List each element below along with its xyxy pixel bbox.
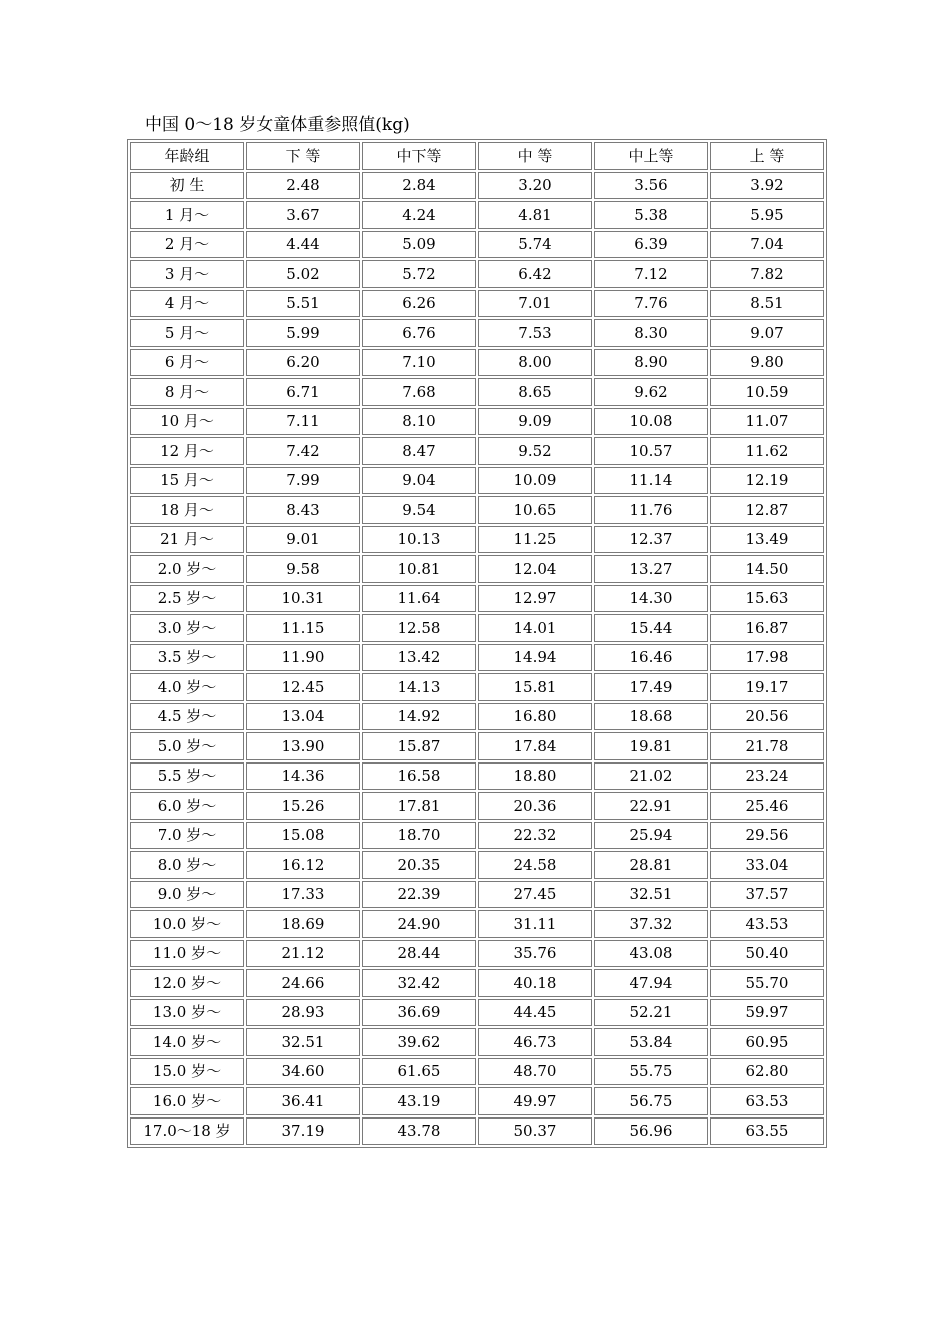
lower-middle-value-cell: 2.84 <box>362 172 476 200</box>
middle-value-cell: 10.65 <box>478 496 592 524</box>
middle-value-cell: 22.32 <box>478 822 592 850</box>
table-title: 中国 0～18 岁女童体重参照值(kg) <box>145 115 410 135</box>
middle-value-cell: 40.18 <box>478 969 592 997</box>
low-value-cell: 16.12 <box>246 851 360 879</box>
middle-value-cell: 48.70 <box>478 1058 592 1086</box>
upper-middle-value-cell: 16.46 <box>594 644 708 672</box>
lower-middle-value-cell: 17.81 <box>362 792 476 820</box>
header-cell-lower-middle: 中下等 <box>362 142 476 170</box>
high-value-cell: 12.87 <box>710 496 824 524</box>
middle-value-cell: 15.81 <box>478 673 592 701</box>
lower-middle-value-cell: 36.69 <box>362 999 476 1027</box>
high-value-cell: 37.57 <box>710 881 824 909</box>
header-cell-age-group: 年龄组 <box>130 142 244 170</box>
age-group-cell: 1 月～ <box>130 201 244 229</box>
age-group-cell: 5.5 岁～ <box>130 762 244 791</box>
age-group-cell: 10.0 岁～ <box>130 910 244 938</box>
middle-value-cell: 11.25 <box>478 526 592 554</box>
low-value-cell: 36.41 <box>246 1087 360 1115</box>
high-value-cell: 29.56 <box>710 822 824 850</box>
upper-middle-value-cell: 28.81 <box>594 851 708 879</box>
lower-middle-value-cell: 5.09 <box>362 231 476 259</box>
age-group-cell: 3.0 岁～ <box>130 614 244 642</box>
weight-reference-table <box>127 139 827 1148</box>
upper-middle-value-cell: 32.51 <box>594 881 708 909</box>
high-value-cell: 15.63 <box>710 585 824 613</box>
table-row <box>130 792 824 820</box>
high-value-cell: 50.40 <box>710 940 824 968</box>
low-value-cell: 28.93 <box>246 999 360 1027</box>
lower-middle-value-cell: 10.13 <box>362 526 476 554</box>
middle-value-cell: 9.09 <box>478 408 592 436</box>
header-cell-high: 上 等 <box>710 142 824 170</box>
lower-middle-value-cell: 4.24 <box>362 201 476 229</box>
low-value-cell: 13.90 <box>246 732 360 760</box>
age-group-cell: 8.0 岁～ <box>130 851 244 879</box>
high-value-cell: 55.70 <box>710 969 824 997</box>
high-value-cell: 25.46 <box>710 792 824 820</box>
table-row <box>130 496 824 524</box>
lower-middle-value-cell: 14.13 <box>362 673 476 701</box>
low-value-cell: 15.08 <box>246 822 360 850</box>
low-value-cell: 3.67 <box>246 201 360 229</box>
lower-middle-value-cell: 9.54 <box>362 496 476 524</box>
upper-middle-value-cell: 37.32 <box>594 910 708 938</box>
lower-middle-value-cell: 5.72 <box>362 260 476 288</box>
middle-value-cell: 9.52 <box>478 437 592 465</box>
high-value-cell: 19.17 <box>710 673 824 701</box>
low-value-cell: 6.71 <box>246 378 360 406</box>
low-value-cell: 7.99 <box>246 467 360 495</box>
high-value-cell: 9.07 <box>710 319 824 347</box>
lower-middle-value-cell: 13.42 <box>362 644 476 672</box>
low-value-cell: 37.19 <box>246 1117 360 1146</box>
age-group-cell: 3.5 岁～ <box>130 644 244 672</box>
low-value-cell: 24.66 <box>246 969 360 997</box>
table-row <box>130 260 824 288</box>
table-row <box>130 231 824 259</box>
low-value-cell: 7.42 <box>246 437 360 465</box>
lower-middle-value-cell: 61.65 <box>362 1058 476 1086</box>
upper-middle-value-cell: 52.21 <box>594 999 708 1027</box>
low-value-cell: 13.04 <box>246 703 360 731</box>
age-group-cell: 18 月～ <box>130 496 244 524</box>
lower-middle-value-cell: 43.19 <box>362 1087 476 1115</box>
table-row <box>130 437 824 465</box>
table-row <box>130 940 824 968</box>
lower-middle-value-cell: 32.42 <box>362 969 476 997</box>
high-value-cell: 23.24 <box>710 762 824 791</box>
table-row <box>130 851 824 879</box>
table-row <box>130 378 824 406</box>
low-value-cell: 32.51 <box>246 1028 360 1056</box>
table-row <box>130 1117 824 1146</box>
table-row <box>130 172 824 200</box>
middle-value-cell: 14.94 <box>478 644 592 672</box>
lower-middle-value-cell: 9.04 <box>362 467 476 495</box>
age-group-cell: 初 生 <box>130 172 244 200</box>
low-value-cell: 8.43 <box>246 496 360 524</box>
middle-value-cell: 7.53 <box>478 319 592 347</box>
upper-middle-value-cell: 17.49 <box>594 673 708 701</box>
table-row <box>130 1028 824 1056</box>
upper-middle-value-cell: 7.12 <box>594 260 708 288</box>
middle-value-cell: 7.01 <box>478 290 592 318</box>
high-value-cell: 16.87 <box>710 614 824 642</box>
low-value-cell: 6.20 <box>246 349 360 377</box>
high-value-cell: 63.55 <box>710 1117 824 1146</box>
high-value-cell: 59.97 <box>710 999 824 1027</box>
table-row <box>130 408 824 436</box>
lower-middle-value-cell: 6.76 <box>362 319 476 347</box>
age-group-cell: 4.0 岁～ <box>130 673 244 701</box>
lower-middle-value-cell: 18.70 <box>362 822 476 850</box>
upper-middle-value-cell: 21.02 <box>594 762 708 791</box>
middle-value-cell: 20.36 <box>478 792 592 820</box>
table-row <box>130 673 824 701</box>
upper-middle-value-cell: 53.84 <box>594 1028 708 1056</box>
middle-value-cell: 16.80 <box>478 703 592 731</box>
low-value-cell: 14.36 <box>246 762 360 791</box>
table-row <box>130 969 824 997</box>
lower-middle-value-cell: 7.68 <box>362 378 476 406</box>
age-group-cell: 6 月～ <box>130 349 244 377</box>
upper-middle-value-cell: 14.30 <box>594 585 708 613</box>
lower-middle-value-cell: 24.90 <box>362 910 476 938</box>
high-value-cell: 12.19 <box>710 467 824 495</box>
low-value-cell: 10.31 <box>246 585 360 613</box>
table-row <box>130 349 824 377</box>
upper-middle-value-cell: 8.30 <box>594 319 708 347</box>
table-row <box>130 1087 824 1115</box>
middle-value-cell: 24.58 <box>478 851 592 879</box>
age-group-cell: 6.0 岁～ <box>130 792 244 820</box>
middle-value-cell: 44.45 <box>478 999 592 1027</box>
table-row <box>130 644 824 672</box>
middle-value-cell: 50.37 <box>478 1117 592 1146</box>
age-group-cell: 4.5 岁～ <box>130 703 244 731</box>
age-group-cell: 2.5 岁～ <box>130 585 244 613</box>
age-group-cell: 11.0 岁～ <box>130 940 244 968</box>
age-group-cell: 13.0 岁～ <box>130 999 244 1027</box>
age-group-cell: 12.0 岁～ <box>130 969 244 997</box>
table-row <box>130 762 824 791</box>
upper-middle-value-cell: 3.56 <box>594 172 708 200</box>
middle-value-cell: 10.09 <box>478 467 592 495</box>
middle-value-cell: 12.97 <box>478 585 592 613</box>
table-row <box>130 526 824 554</box>
middle-value-cell: 3.20 <box>478 172 592 200</box>
table-row <box>130 822 824 850</box>
middle-value-cell: 18.80 <box>478 762 592 791</box>
upper-middle-value-cell: 56.75 <box>594 1087 708 1115</box>
lower-middle-value-cell: 39.62 <box>362 1028 476 1056</box>
middle-value-cell: 8.00 <box>478 349 592 377</box>
table-row <box>130 703 824 731</box>
age-group-cell: 8 月～ <box>130 378 244 406</box>
high-value-cell: 33.04 <box>710 851 824 879</box>
high-value-cell: 20.56 <box>710 703 824 731</box>
upper-middle-value-cell: 5.38 <box>594 201 708 229</box>
upper-middle-value-cell: 11.14 <box>594 467 708 495</box>
middle-value-cell: 46.73 <box>478 1028 592 1056</box>
high-value-cell: 11.07 <box>710 408 824 436</box>
age-group-cell: 4 月～ <box>130 290 244 318</box>
low-value-cell: 5.99 <box>246 319 360 347</box>
lower-middle-value-cell: 7.10 <box>362 349 476 377</box>
high-value-cell: 3.92 <box>710 172 824 200</box>
header-cell-low: 下 等 <box>246 142 360 170</box>
high-value-cell: 62.80 <box>710 1058 824 1086</box>
upper-middle-value-cell: 56.96 <box>594 1117 708 1146</box>
middle-value-cell: 31.11 <box>478 910 592 938</box>
age-group-cell: 17.0～18 岁 <box>130 1117 244 1146</box>
middle-value-cell: 27.45 <box>478 881 592 909</box>
low-value-cell: 5.02 <box>246 260 360 288</box>
upper-middle-value-cell: 10.57 <box>594 437 708 465</box>
table-row <box>130 1058 824 1086</box>
high-value-cell: 60.95 <box>710 1028 824 1056</box>
low-value-cell: 11.15 <box>246 614 360 642</box>
lower-middle-value-cell: 8.10 <box>362 408 476 436</box>
middle-value-cell: 6.42 <box>478 260 592 288</box>
table-row <box>130 614 824 642</box>
lower-middle-value-cell: 14.92 <box>362 703 476 731</box>
upper-middle-value-cell: 55.75 <box>594 1058 708 1086</box>
upper-middle-value-cell: 12.37 <box>594 526 708 554</box>
age-group-cell: 5 月～ <box>130 319 244 347</box>
low-value-cell: 4.44 <box>246 231 360 259</box>
lower-middle-value-cell: 28.44 <box>362 940 476 968</box>
low-value-cell: 9.58 <box>246 555 360 583</box>
high-value-cell: 10.59 <box>710 378 824 406</box>
lower-middle-value-cell: 12.58 <box>362 614 476 642</box>
age-group-cell: 3 月～ <box>130 260 244 288</box>
table-row <box>130 910 824 938</box>
low-value-cell: 34.60 <box>246 1058 360 1086</box>
high-value-cell: 21.78 <box>710 732 824 760</box>
low-value-cell: 9.01 <box>246 526 360 554</box>
high-value-cell: 43.53 <box>710 910 824 938</box>
upper-middle-value-cell: 7.76 <box>594 290 708 318</box>
upper-middle-value-cell: 25.94 <box>594 822 708 850</box>
low-value-cell: 11.90 <box>246 644 360 672</box>
high-value-cell: 7.82 <box>710 260 824 288</box>
upper-middle-value-cell: 43.08 <box>594 940 708 968</box>
table-header-row <box>130 142 824 170</box>
middle-value-cell: 49.97 <box>478 1087 592 1115</box>
age-group-cell: 10 月～ <box>130 408 244 436</box>
middle-value-cell: 17.84 <box>478 732 592 760</box>
middle-value-cell: 5.74 <box>478 231 592 259</box>
table-row <box>130 319 824 347</box>
middle-value-cell: 35.76 <box>478 940 592 968</box>
lower-middle-value-cell: 15.87 <box>362 732 476 760</box>
high-value-cell: 8.51 <box>710 290 824 318</box>
middle-value-cell: 14.01 <box>478 614 592 642</box>
age-group-cell: 15 月～ <box>130 467 244 495</box>
table-row <box>130 881 824 909</box>
lower-middle-value-cell: 20.35 <box>362 851 476 879</box>
high-value-cell: 17.98 <box>710 644 824 672</box>
upper-middle-value-cell: 10.08 <box>594 408 708 436</box>
age-group-cell: 21 月～ <box>130 526 244 554</box>
age-group-cell: 2 月～ <box>130 231 244 259</box>
lower-middle-value-cell: 22.39 <box>362 881 476 909</box>
age-group-cell: 16.0 岁～ <box>130 1087 244 1115</box>
age-group-cell: 14.0 岁～ <box>130 1028 244 1056</box>
upper-middle-value-cell: 18.68 <box>594 703 708 731</box>
upper-middle-value-cell: 6.39 <box>594 231 708 259</box>
upper-middle-value-cell: 13.27 <box>594 555 708 583</box>
upper-middle-value-cell: 8.90 <box>594 349 708 377</box>
table-row <box>130 201 824 229</box>
high-value-cell: 14.50 <box>710 555 824 583</box>
low-value-cell: 12.45 <box>246 673 360 701</box>
lower-middle-value-cell: 43.78 <box>362 1117 476 1146</box>
middle-value-cell: 4.81 <box>478 201 592 229</box>
header-cell-middle: 中 等 <box>478 142 592 170</box>
middle-value-cell: 12.04 <box>478 555 592 583</box>
upper-middle-value-cell: 15.44 <box>594 614 708 642</box>
age-group-cell: 5.0 岁～ <box>130 732 244 760</box>
age-group-cell: 2.0 岁～ <box>130 555 244 583</box>
upper-middle-value-cell: 9.62 <box>594 378 708 406</box>
high-value-cell: 63.53 <box>710 1087 824 1115</box>
header-cell-upper-middle: 中上等 <box>594 142 708 170</box>
low-value-cell: 21.12 <box>246 940 360 968</box>
low-value-cell: 15.26 <box>246 792 360 820</box>
high-value-cell: 7.04 <box>710 231 824 259</box>
low-value-cell: 5.51 <box>246 290 360 318</box>
low-value-cell: 17.33 <box>246 881 360 909</box>
high-value-cell: 9.80 <box>710 349 824 377</box>
upper-middle-value-cell: 22.91 <box>594 792 708 820</box>
age-group-cell: 9.0 岁～ <box>130 881 244 909</box>
table-row <box>130 467 824 495</box>
age-group-cell: 7.0 岁～ <box>130 822 244 850</box>
high-value-cell: 5.95 <box>710 201 824 229</box>
low-value-cell: 18.69 <box>246 910 360 938</box>
age-group-cell: 12 月～ <box>130 437 244 465</box>
upper-middle-value-cell: 47.94 <box>594 969 708 997</box>
lower-middle-value-cell: 6.26 <box>362 290 476 318</box>
upper-middle-value-cell: 11.76 <box>594 496 708 524</box>
lower-middle-value-cell: 8.47 <box>362 437 476 465</box>
high-value-cell: 11.62 <box>710 437 824 465</box>
low-value-cell: 7.11 <box>246 408 360 436</box>
middle-value-cell: 8.65 <box>478 378 592 406</box>
table-row <box>130 555 824 583</box>
lower-middle-value-cell: 11.64 <box>362 585 476 613</box>
table-row <box>130 290 824 318</box>
lower-middle-value-cell: 10.81 <box>362 555 476 583</box>
upper-middle-value-cell: 19.81 <box>594 732 708 760</box>
table-row <box>130 585 824 613</box>
table-row <box>130 732 824 760</box>
table-row <box>130 999 824 1027</box>
age-group-cell: 15.0 岁～ <box>130 1058 244 1086</box>
lower-middle-value-cell: 16.58 <box>362 762 476 791</box>
low-value-cell: 2.48 <box>246 172 360 200</box>
high-value-cell: 13.49 <box>710 526 824 554</box>
